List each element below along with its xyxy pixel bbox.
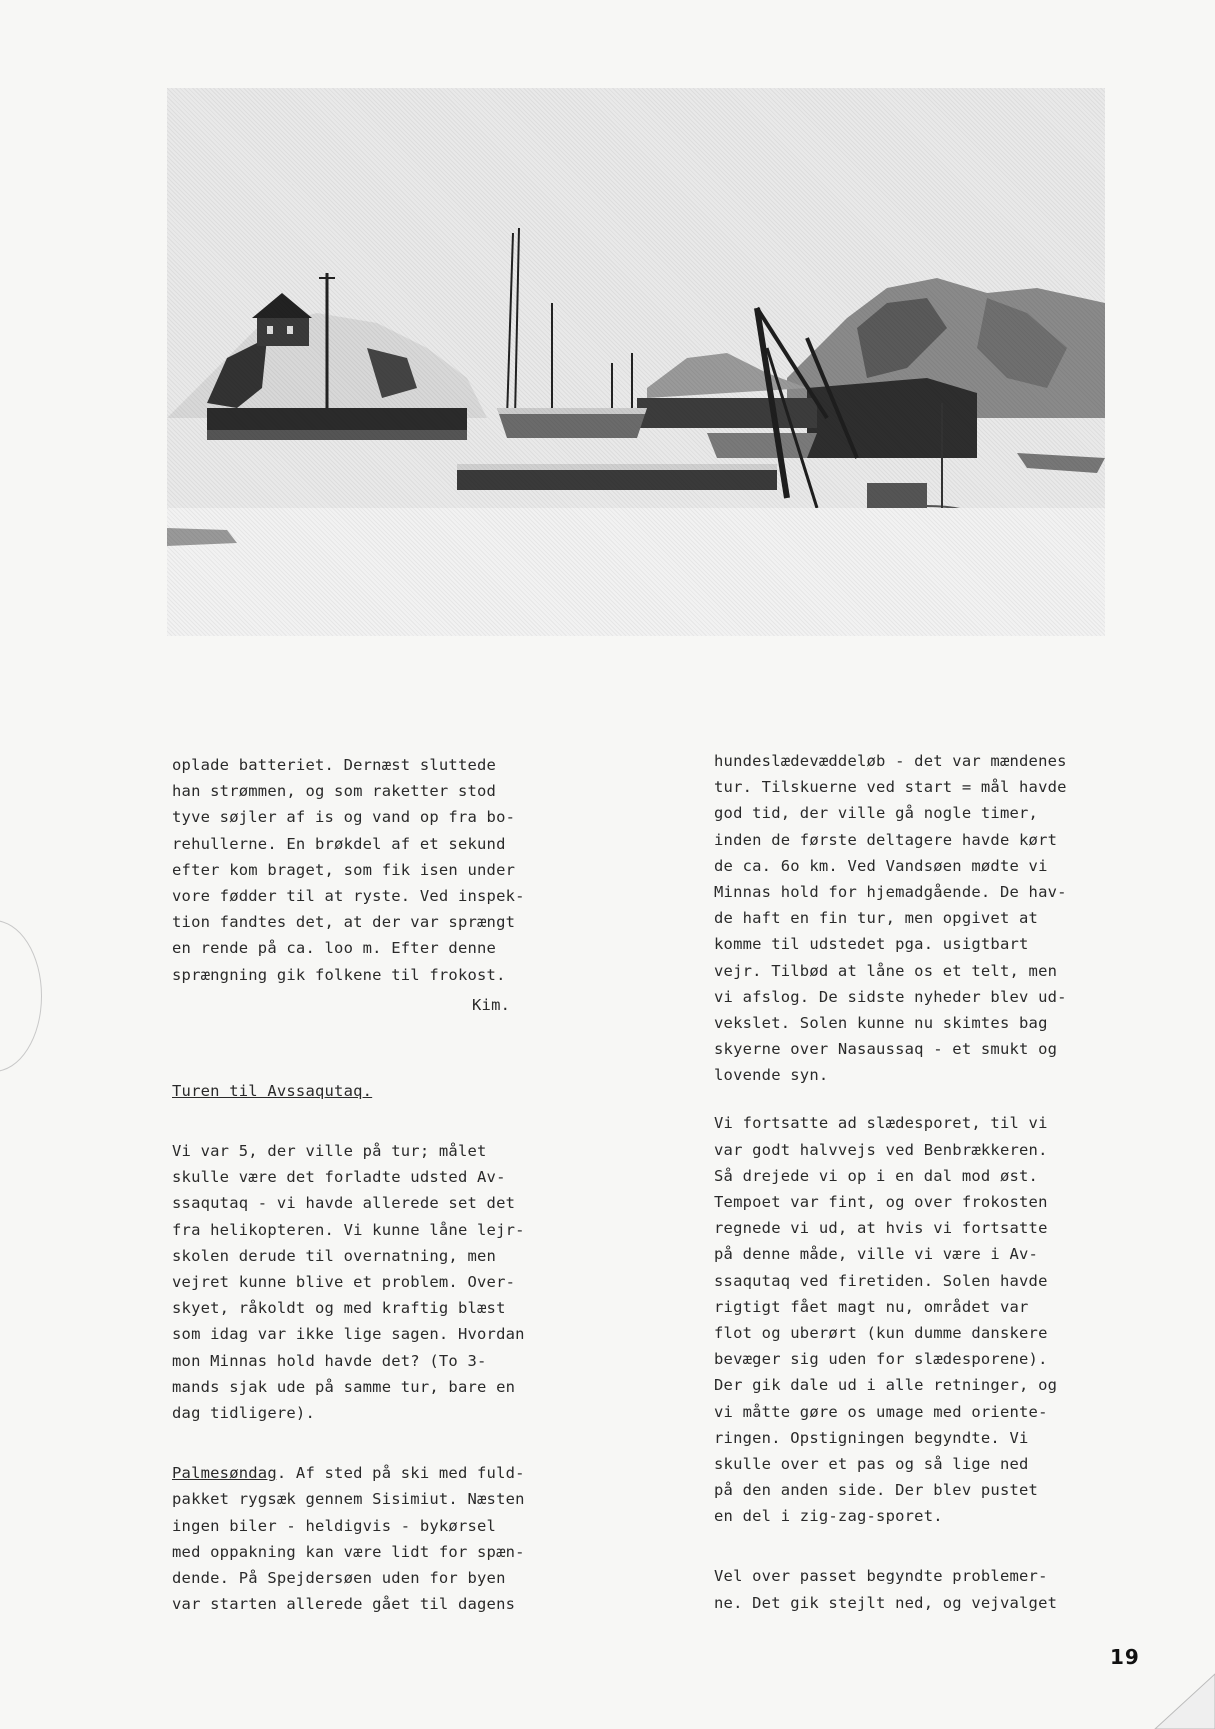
palm-sunday-rest: . Af sted på ski med fuld- <box>276 1464 525 1483</box>
text-line: var godt halvvejs ved Benbrækkeren. <box>714 1140 1048 1159</box>
right-paragraph-3 <box>714 1563 1114 1615</box>
text-line: ssaqutaq - vi havde allerede set det <box>172 1194 516 1213</box>
text-line: mon Minnas hold havde det? (To 3- <box>172 1351 487 1370</box>
text-line: Tempoet var fint, og over frokosten <box>714 1193 1048 1211</box>
text-line: skulle være det forladte udsted Av- <box>172 1168 506 1187</box>
text-line: på denne måde, ville vi være i Av- <box>714 1245 1039 1264</box>
text-line: bevæger sig uden for slædesporene). <box>714 1350 1048 1369</box>
text-line: en rende på ca. loo m. Efter denne <box>172 939 497 958</box>
text-line: tyve søjler af is og vand op fra bo- <box>172 808 516 827</box>
text-line: ringen. Opstigningen begyndte. Vi <box>714 1428 1029 1447</box>
text-line: en del i zig-zag-sporet. <box>714 1507 943 1526</box>
text-line: Vi var 5, der ville på tur; målet <box>172 1142 487 1161</box>
text-line: flot og uberørt (kun dumme danskere <box>714 1323 1048 1342</box>
text-line: de ca. 6o km. Ved Vandsøen mødte vi <box>714 856 1048 875</box>
text-line: mands sjak ude på samme tur, bare en <box>172 1377 516 1396</box>
harbor-photo <box>167 88 1105 636</box>
text-line: god tid, der ville gå nogle timer, <box>714 804 1039 823</box>
section-heading-text: Turen til Avssaqutaq. <box>172 1081 373 1100</box>
text-line: komme til udstedet pga. usigtbart <box>714 935 1029 954</box>
text-line: Så drejede vi op i en dal mod øst. <box>714 1166 1039 1185</box>
text-line: de haft en fin tur, men opgivet at <box>714 909 1039 928</box>
text-line: dende. På Spejdersøen uden for byen <box>172 1568 506 1587</box>
left-text-column <box>172 752 562 1617</box>
harbor-winter-photo-icon <box>167 88 1105 636</box>
left-paragraph-2 <box>172 1138 562 1426</box>
text-line: Der gik dale ud i alle retninger, og <box>714 1376 1058 1395</box>
text-line: som idag var ikke lige sagen. Hvordan <box>172 1325 525 1344</box>
text-line: hundeslædevæddeløb - det var mændenes <box>714 752 1067 770</box>
right-paragraph-1 <box>714 748 1114 1088</box>
text-line: regnede vi ud, at hvis vi fortsatte <box>714 1219 1048 1238</box>
text-line: med oppakning kan være lidt for spæn- <box>172 1542 525 1561</box>
left-paragraph-1 <box>172 752 562 988</box>
left-paragraph-3 <box>172 1460 562 1617</box>
text-line: rigtigt fået magt nu, området var <box>714 1297 1029 1316</box>
text-line: på den anden side. Der blev pustet <box>714 1481 1039 1500</box>
text-line: vi måtte gøre os umage med oriente- <box>714 1402 1048 1421</box>
right-text-column <box>714 748 1114 1616</box>
text-line: efter kom braget, som fik isen under <box>172 860 516 879</box>
text-line: vore fødder til at ryste. Ved inspek- <box>172 886 525 905</box>
text-line: ne. Det gik stejlt ned, og vejvalget <box>714 1593 1058 1612</box>
text-line: Minnas hold for hjemadgående. De hav- <box>714 882 1067 901</box>
page-curl-icon <box>1145 1669 1215 1729</box>
text-line: vejr. Tilbød at låne os et telt, men <box>714 961 1058 980</box>
text-line: oplade batteriet. Dernæst sluttede <box>172 756 497 774</box>
text-line: ingen biler - heldigvis - bykørsel <box>172 1516 497 1535</box>
signature: Kim. <box>472 995 511 1014</box>
text-line: ssaqutaq ved firetiden. Solen havde <box>714 1271 1048 1290</box>
text-line: dag tidligere). <box>172 1403 315 1422</box>
punch-hole-mark <box>0 920 42 1072</box>
page-number: 19 <box>1110 1645 1140 1669</box>
text-line: skyerne over Nasaussaq - et smukt og <box>714 1040 1058 1059</box>
section-heading <box>172 1078 562 1104</box>
text-line: rehullerne. En brøkdel af et sekund <box>172 834 506 853</box>
text-line: tur. Tilskuerne ved start = mål havde <box>714 778 1067 797</box>
text-line: vejret kunne blive et problem. Over- <box>172 1273 516 1291</box>
text-line: vekslet. Solen kunne nu skimtes bag <box>714 1013 1048 1032</box>
right-paragraph-2 <box>714 1110 1114 1529</box>
text-line <box>172 1460 562 1486</box>
text-line: lovende syn. <box>714 1066 829 1085</box>
text-line: inden de første deltagere havde kørt <box>714 830 1058 849</box>
text-line: fra helikopteren. Vi kunne låne lejr- <box>172 1220 525 1239</box>
text-line: skolen derude til overnatning, men <box>172 1246 497 1265</box>
text-line: skyet, råkoldt og med kraftig blæst <box>172 1299 506 1318</box>
text-line: vi afslog. De sidste nyheder blev ud- <box>714 987 1067 1006</box>
text-line: skulle over et pas og så lige ned <box>714 1454 1029 1473</box>
text-line: pakket rygsæk gennem Sisimiut. Næsten <box>172 1490 525 1509</box>
text-line: han strømmen, og som raketter stod <box>172 782 497 801</box>
text-line: tion fandtes det, at der var sprængt <box>172 913 516 932</box>
text-line: Vel over passet begyndte problemer- <box>714 1567 1048 1586</box>
palm-sunday-heading: Palmesøndag <box>172 1464 277 1483</box>
text-line: sprængning gik folkene til frokost. <box>172 965 506 984</box>
text-line: var starten allerede gået til dagens <box>172 1595 516 1614</box>
text-line: Vi fortsatte ad slædesporet, til vi <box>714 1114 1048 1133</box>
